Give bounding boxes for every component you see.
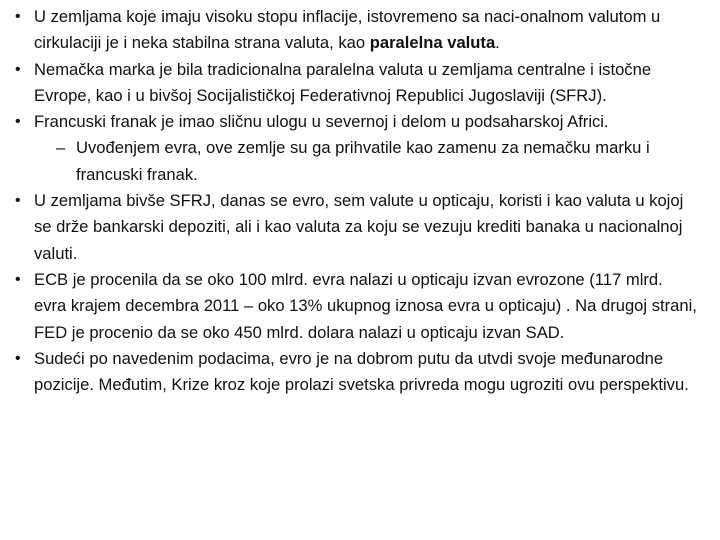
- bullet-item-3: [14, 109, 698, 135]
- bullet-marker: •: [15, 60, 21, 78]
- bullet-text-end: .: [495, 33, 500, 53]
- bold-term: paralelna valuta: [369, 33, 496, 53]
- bullet-marker: •: [15, 270, 21, 288]
- bullet-marker: •: [15, 349, 21, 367]
- bullet-text: U zemljama bivše SFRJ, danas se evro, sem valute u opticaju, koristi i kao valuta u kojoj se drže bankarski depoziti, ali i kao valuta za koju se vezuju krediti banaka u nacionalnoj valuti.: [34, 191, 684, 263]
- bullet-item-2: [14, 57, 698, 110]
- bullet-item-5: [14, 267, 698, 346]
- bullet-marker: •: [15, 8, 21, 25]
- bullet-text: Francuski franak je imao sličnu ulogu u severnoj i delom u podsaharskoj Africi.: [34, 112, 609, 132]
- sub-bullet-marker: –: [56, 138, 66, 158]
- sub-bullet-text: Uvođenjem evra, ove zemlje su ga prihvatile kao zamenu za nemačku marku i francuski franak.: [76, 138, 650, 184]
- bullet-item-6: [14, 346, 698, 399]
- bullet-text: U zemljama koje imaju visoku stopu inflacije, istovremeno sa naci-onalnom valutom u cirkulaciji je i neka stabilna strana valuta, kao: [34, 7, 661, 53]
- sub-bullet-item: [14, 135, 698, 188]
- bullet-text: ECB je procenila da se oko 100 mlrd. evra nalazi u opticaju izvan evrozone (117 mlrd. evra krajem decembra 2011 – oko 13% ukupnog iznosa evra u opticaju) . Na drugoj strani, FED je procenio da se oko 450 mlrd. dolara nalazi u opticaju izvan SAD.: [34, 269, 697, 342]
- bullet-list: [14, 4, 698, 398]
- bullet-text: Sudeći po navedenim podacima, evro je na dobrom putu da utvdi svoje međunarodne pozicije. Međutim, Krize kroz koje prolazi svetska privreda mogu ugroziti ovu perspektivu.: [34, 348, 689, 395]
- bullet-marker: •: [15, 192, 21, 210]
- bullet-marker: •: [15, 113, 21, 131]
- bullet-text: Nemačka marka je bila tradicionalna paralelna valuta u zemljama centralne i istočne Evrope, kao i u bivšoj Socijalističkoj Federativnoj Republici Jugoslaviji (SFRJ).: [34, 59, 652, 105]
- bullet-item-4: [14, 188, 698, 267]
- bullet-item-1: [14, 4, 698, 57]
